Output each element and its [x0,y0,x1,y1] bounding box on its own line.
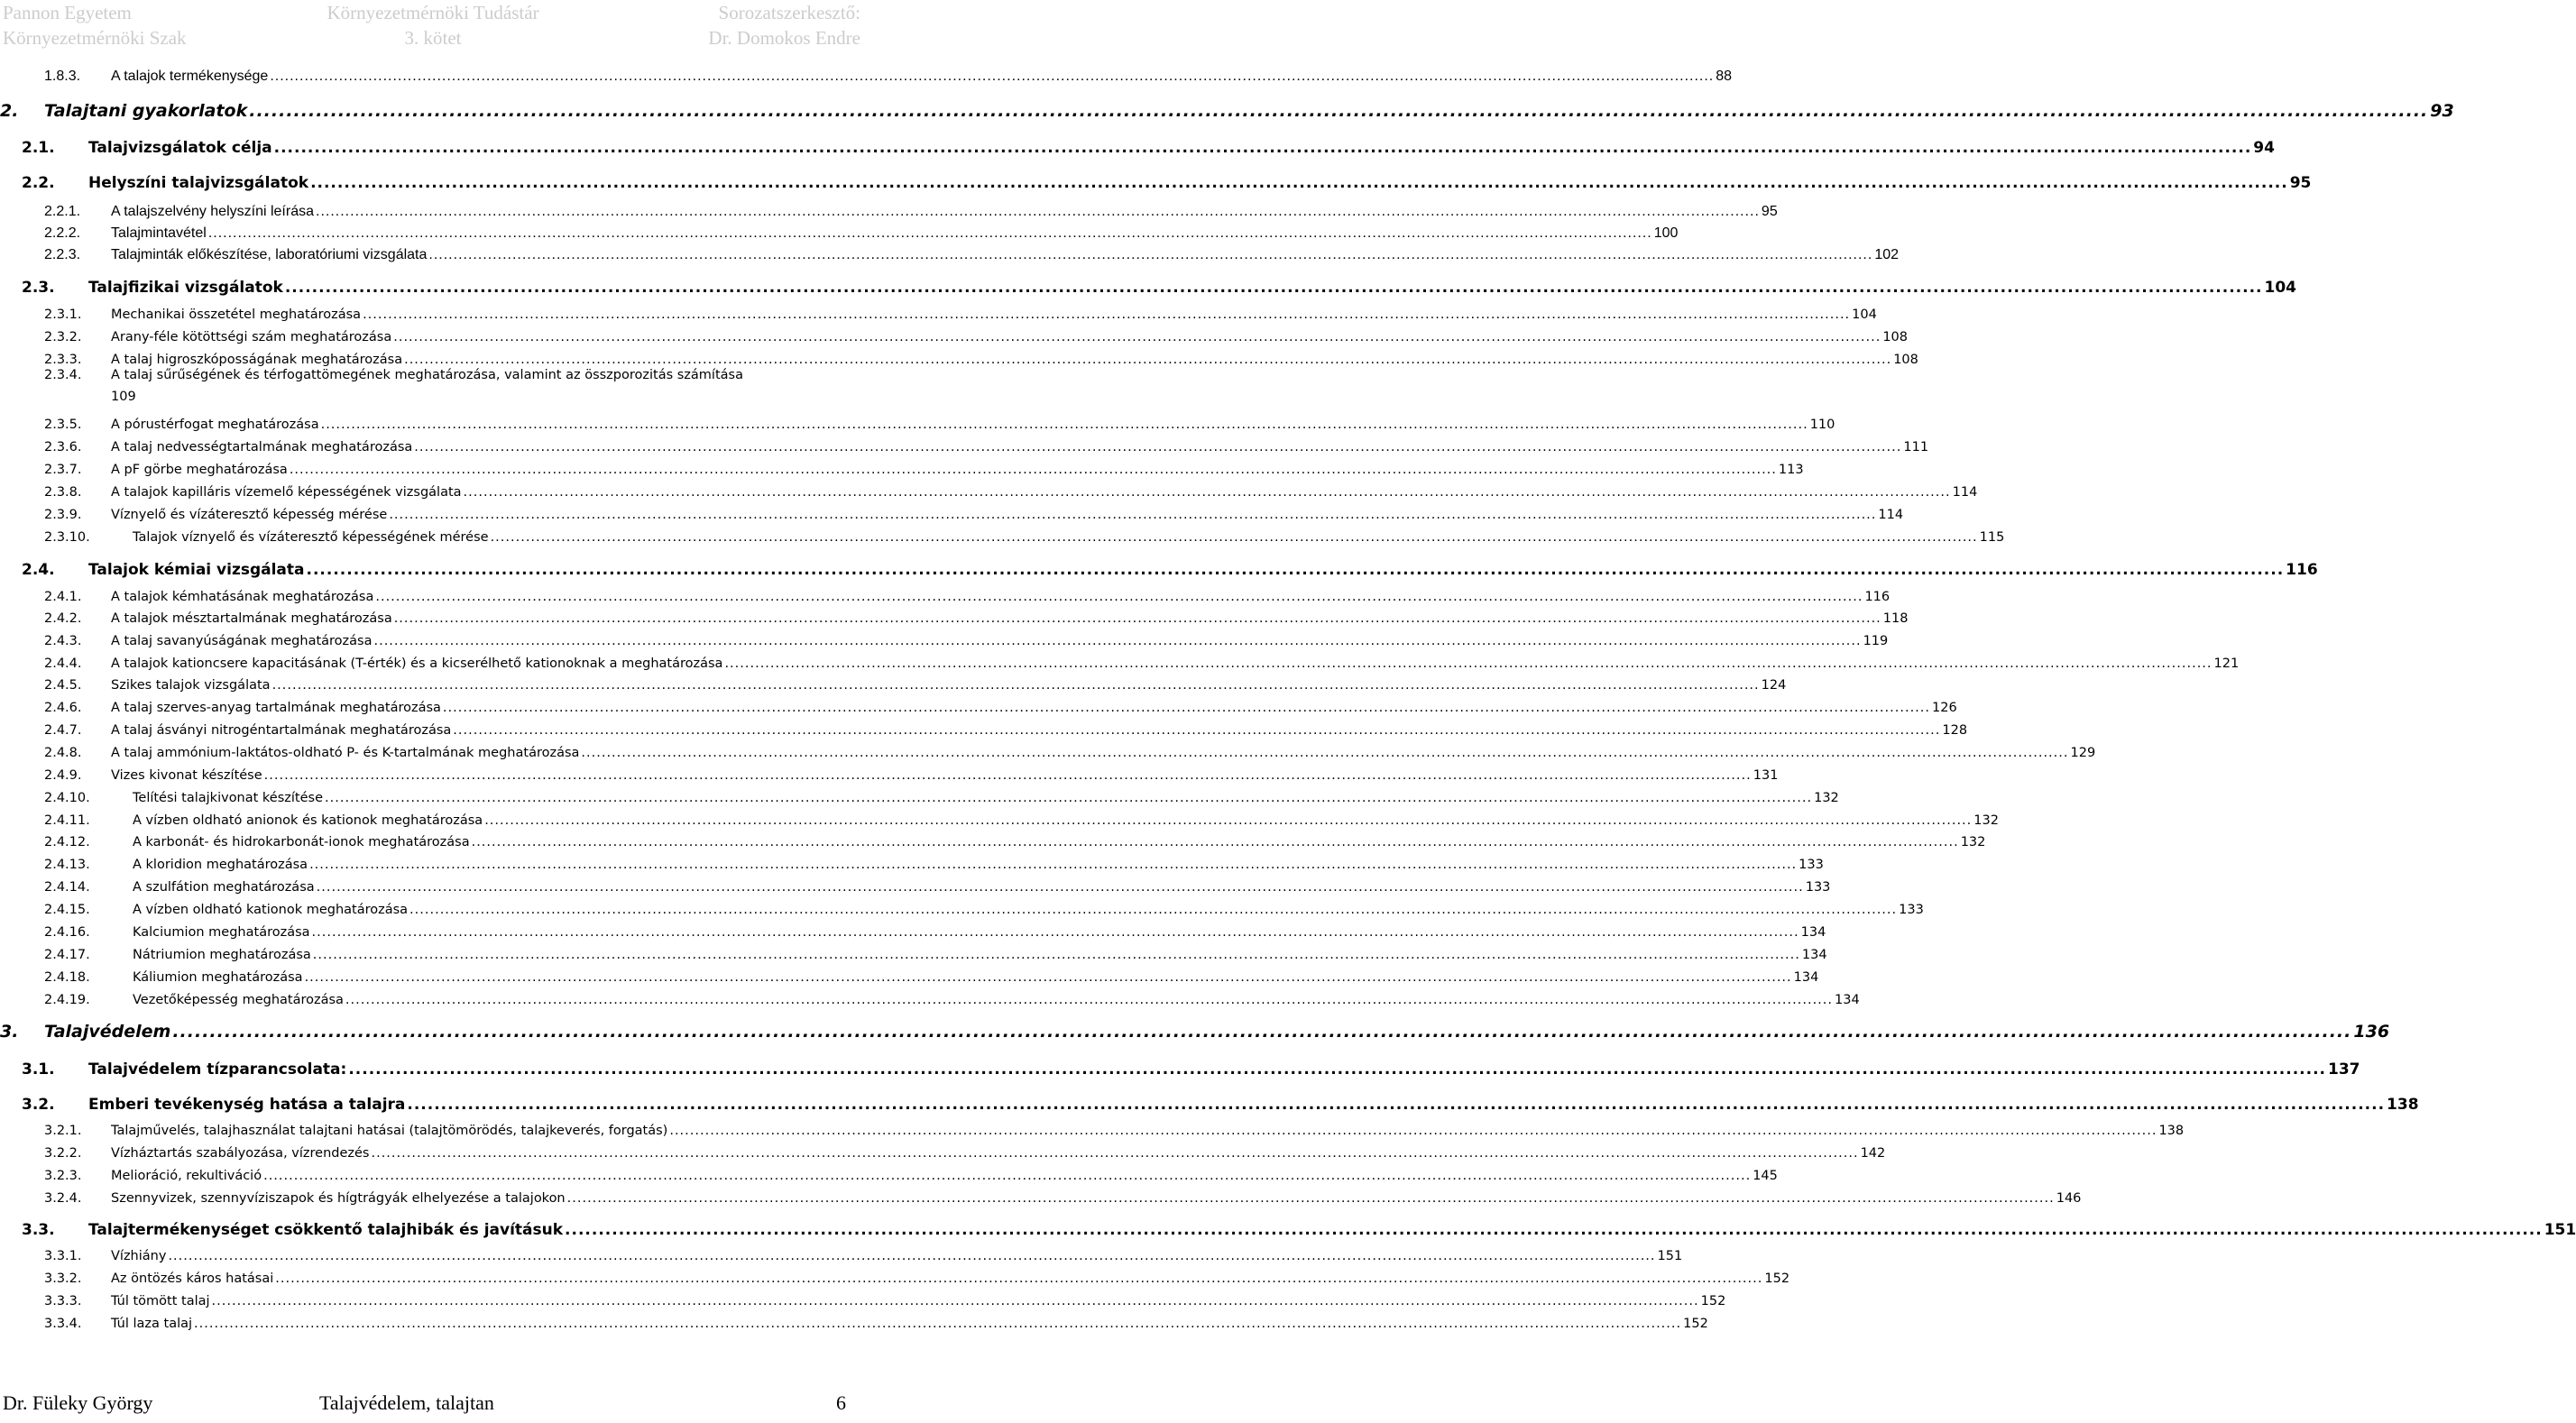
toc-entry[interactable] [44,739,2096,760]
toc-entry-number: 3.3.4. [44,1317,82,1331]
toc-entry[interactable] [44,716,1968,738]
toc-entry[interactable] [44,1242,1683,1263]
toc-entry-title: A talaj nedvességtartalmának meghatározása [111,440,413,454]
toc-entry-leader [316,204,1760,220]
toc-entry-number: 2.2.1. [44,204,81,219]
toc-entry-leader [581,746,2068,760]
toc-entry-page: 88 [1716,69,1733,84]
toc-entry-title: A talaj higroszkóposságának meghatározása [111,353,403,367]
toc-entry-number: 3. [0,1022,19,1042]
toc-entry-title: A talajok kémhatásának meghatározása [111,590,374,604]
toc-entry-leader [309,858,1797,872]
toc-entry[interactable] [44,1161,1778,1183]
header-middle-line2: 3. kötet [404,27,462,49]
toc-entry-leader [172,1022,2351,1042]
toc-entry-title: Káliumion meghatározása [133,970,303,985]
toc-entry-page: 121 [2213,656,2240,671]
toc-entry-number: 2.4.14. [44,880,90,895]
toc-entry-number: 2.4.4. [44,656,82,671]
toc-entry-number: 2.3.3. [44,353,82,367]
toc-entry-leader [414,440,1901,454]
toc-entry-page: 151 [1657,1249,1683,1263]
toc-entry-title: A talaj ammónium-laktátos-oldható P- és K-tartalmának meghatározása [111,746,580,760]
toc-entry-page: 115 [1979,530,2005,545]
toc-entry[interactable] [44,455,1804,477]
toc-entry-page: 124 [1761,678,1787,693]
toc-entry-title: Vízhiány [111,1249,167,1263]
toc-entry-leader [263,1169,1751,1183]
toc-entry-number: 3.3.1. [44,1249,82,1263]
toc-entry-title: Talajművelés, talajhasználat talajtani hatásai (talajtömörödés, talajkeverés, forgatás) [111,1124,668,1138]
toc-entry-number: 2.4.6. [44,701,82,715]
toc-entry-number: 2.4.9. [44,768,82,783]
toc-entry-page: 152 [1764,1272,1790,1286]
toc-entry-leader [375,590,1863,604]
toc-entry-number: 2.4.7. [44,723,82,738]
toc-entry-page: 104 [1852,308,1877,322]
toc-entry[interactable] [44,895,1924,917]
toc-entry[interactable] [44,300,1877,322]
toc-entry[interactable] [44,761,1779,783]
toc-entry-leader [363,308,1850,322]
toc-entry-number: 2.3. [22,279,55,297]
toc-entry[interactable] [44,1287,1726,1308]
toc-entry[interactable] [22,557,2318,579]
toc-entry-leader [404,353,1891,367]
toc-entry[interactable] [22,275,2296,297]
toc-entry-leader [389,508,1876,522]
toc-entry-title: A pórustérfogat meghatározása [111,418,319,432]
toc-entry-title: Arany-féle kötöttségi szám meghatározása [111,330,392,344]
toc-entry-title: Talajtani gyakorlatok [44,101,248,121]
toc-entry-leader [428,247,1872,263]
toc-entry-number: 2.4.8. [44,746,82,760]
toc-entry-leader [194,1317,1681,1331]
toc-entry-leader [443,701,1930,715]
toc-entry-title: Emberi tevékenység hatása a talajra [88,1096,406,1114]
toc-entry-page: 131 [1753,768,1779,783]
toc-entry[interactable] [44,1139,1886,1161]
toc-entry-leader [274,139,2252,157]
toc-entry-leader [565,1221,2543,1239]
toc-entry-leader [453,723,1940,738]
toc-entry-title: Talajvédelem [44,1022,171,1042]
toc-entry-page: 138 [2158,1124,2185,1138]
toc-entry[interactable] [44,63,1733,85]
header-left-line2: Környezetmérnöki Szak [3,27,187,49]
toc-entry-number: 2. [0,101,19,121]
toc-entry-title: Helyszíni talajvizsgálatok [88,174,309,192]
toc-entry-leader [472,835,1959,849]
toc-entry-title: Vezetőképesség meghatározása [133,993,344,1007]
toc-entry[interactable] [44,806,1999,828]
toc-entry-number: 2.4.1. [44,590,82,604]
toc-entry[interactable] [44,986,1860,1007]
toc-entry[interactable] [44,220,1679,242]
toc-entry[interactable] [44,649,2240,671]
toc-entry-leader [272,678,1760,693]
toc-entry-number: 3.1. [22,1060,55,1079]
toc-entry-leader [407,1096,2385,1114]
toc-entry-title: Szikes talajok vizsgálata [111,678,271,693]
toc-entry-number: 2.3.9. [44,508,82,522]
toc-entry-leader [270,69,1714,85]
toc-entry-number: 2.4.18. [44,970,90,985]
toc-entry[interactable] [0,99,2454,121]
toc-entry-number: 3.3.3. [44,1294,82,1308]
toc-entry-leader [264,768,1752,783]
toc-entry-leader [484,813,1972,828]
header-middle-line1: Környezetmérnöki Tudástár [327,2,539,23]
toc-entry-leader [348,1060,2326,1079]
toc-entry[interactable] [44,323,1909,344]
toc-entry-page: 111 [1903,440,1929,454]
toc-entry-title: Talajvizsgálatok célja [88,139,272,157]
toc-entry-leader [394,611,1881,626]
toc-entry-number: 2.4.2. [44,611,82,626]
toc-entry[interactable] [44,1116,2185,1138]
toc-entry-page: 119 [1863,634,1889,648]
toc-entry-page: 151 [2544,1221,2576,1239]
toc-entry-leader [305,970,1792,985]
header-left-line1: Pannon Egyetem [3,2,132,23]
toc-entry-leader [393,330,1881,344]
toc-entry[interactable] [44,433,1929,454]
toc-entry-title: Melioráció, rekultiváció [111,1169,262,1183]
toc-entry-page: 133 [1805,880,1831,895]
toc-entry[interactable] [44,850,1824,872]
toc-entry[interactable] [22,135,2275,157]
toc-entry-page: 134 [1800,925,1826,940]
toc-entry-page: 137 [2327,1060,2360,1079]
toc-entry-title: Talajtermékenységet csökkentő talajhibák és javításuk [88,1221,564,1239]
header-right-line1: Sorozatszerkesztő: [718,2,860,23]
toc-entry-number: 2.3.2. [44,330,82,344]
toc-entry-page: 146 [2056,1191,2082,1206]
toc-entry-page: 133 [1899,903,1924,917]
toc-entry[interactable] [44,198,1778,220]
toc-entry-page: 132 [1960,835,1986,849]
toc-entry-leader [464,485,1951,500]
toc-entry-leader [307,561,2285,579]
toc-entry-leader [371,1146,1858,1161]
toc-entry-title: A vízben oldható anionok és kationok meghatározása [133,813,483,828]
toc-entry-page: 95 [1761,204,1778,219]
toc-entry-leader [249,101,2428,121]
toc-entry-number: 2.3.6. [44,440,82,454]
toc-entry-page: 145 [1753,1169,1778,1183]
toc-entry-number: 2.4.13. [44,858,90,872]
toc-entry-page: 136 [2353,1022,2390,1042]
toc-entry-number: 2.4.16. [44,925,90,940]
toc-entry-page: 109 [111,390,136,404]
toc-entry-title: A pF görbe meghatározása [111,463,288,477]
toc-entry-leader [290,463,1777,477]
toc-entry-number: 3.2.3. [44,1169,82,1183]
toc-entry[interactable] [44,500,1904,522]
toc-entry[interactable] [44,693,1957,715]
toc-entry[interactable] [44,963,1819,985]
toc-entry-leader [310,174,2288,192]
toc-entry-page: 128 [1942,723,1968,738]
toc-entry-leader [567,1191,2055,1206]
toc-entry[interactable] [44,1264,1790,1286]
toc-entry-title: Vizes kivonat készítése [111,768,262,783]
toc-entry-number: 2.4.10. [44,791,90,805]
toc-entry-page: 126 [1932,701,1957,715]
toc-entry[interactable] [44,828,1986,849]
toc-entry-number: 2.3.8. [44,485,82,500]
page-footer [0,1389,866,1423]
toc-entry-title: A kloridion meghatározása [133,858,308,872]
toc-entry-page: 94 [2253,139,2275,157]
toc-entry-number: 3.3. [22,1221,55,1239]
toc-entry-title: Víznyelő és vízáteresztő képesség mérése [111,508,388,522]
page-header [0,0,866,49]
toc-entry-title: A talajok termékenysége [111,69,269,84]
toc-entry-number: 2.3.4. [44,368,82,382]
toc-entry-leader [724,656,2212,671]
toc-entry[interactable] [44,918,1826,940]
toc-entry-number: 2.2.3. [44,247,81,262]
toc-entry-page: 104 [2264,279,2296,297]
toc-entry-page: 133 [1799,858,1824,872]
toc-entry[interactable] [44,941,1827,962]
header-right-line2: Dr. Domokos Endre [708,27,860,49]
toc-entry-number: 1.8.3. [44,69,81,84]
toc-entry[interactable] [44,873,1831,895]
toc-entry-page: 114 [1878,508,1904,522]
toc-entry-number: 3.2.4. [44,1191,82,1206]
toc-entry-title: A talajok kapilláris vízemelő képességének vizsgálata [111,485,462,500]
toc-entry-title: Talajfizikai vizsgálatok [88,279,283,297]
toc-entry-leader [669,1124,2157,1138]
toc-entry-page: 95 [2289,174,2312,192]
toc-entry[interactable] [22,1057,2360,1079]
toc-entry[interactable] [44,410,1835,432]
toc-entry-page: 132 [1814,791,1839,805]
toc-entry-title: Nátriumion meghatározása [133,948,311,962]
toc-entry-page: 134 [1801,948,1827,962]
toc-entry-leader [321,418,1808,432]
toc-entry-leader [317,880,1804,895]
toc-entry-title: A talaj ásványi nitrogéntartalmának meghatározása [111,723,452,738]
toc-entry-title: Szennyvizek, szennyvíziszapok és hígtrágyák elhelyezése a talajokon [111,1191,566,1206]
toc-entry[interactable] [22,170,2312,192]
toc-entry[interactable] [44,604,1909,626]
toc-entry-title: A talajok mésztartalmának meghatározása [111,611,392,626]
toc-entry-page: 108 [1882,330,1909,344]
toc-entry-title: Telítési talajkivonat készítése [133,791,324,805]
toc-entry-number: 2.3.1. [44,308,82,322]
toc-entry[interactable] [44,242,1900,263]
toc-entry-page: 134 [1793,970,1819,985]
toc-entry-title: Talajminták előkészítése, laboratóriumi vizsgálata [111,247,428,262]
toc-entry-leader [345,993,1833,1007]
toc-entry-title: A talaj szerves-anyag tartalmának meghatározása [111,701,441,715]
toc-entry[interactable] [44,671,1787,693]
toc-entry-number: 2.4.3. [44,634,82,648]
toc-entry[interactable] [44,1309,1708,1331]
toc-entry-title: Talajok víznyelő és vízáteresztő képességének mérése [133,530,489,545]
footer-title: Talajvédelem, talajtan [319,1391,494,1414]
toc-entry-title: Mechanikai összetétel meghatározása [111,308,362,322]
toc-entry-page: 152 [1700,1294,1726,1308]
toc-entry[interactable] [22,1092,2419,1114]
toc-entry-title: Talajok kémiai vizsgálata [88,561,305,579]
toc-entry[interactable] [22,1217,2576,1239]
toc-entry-page: 113 [1778,463,1804,477]
toc-entry-title: Talajvédelem tízparancsolata: [88,1060,347,1079]
toc-entry-leader [285,279,2263,297]
toc-entry-leader [275,1272,1762,1286]
toc-entry-leader [212,1294,1699,1308]
toc-entry-title: Talajmintavétel [111,225,207,241]
toc-entry-title: A talaj savanyúságának meghatározása [111,634,373,648]
toc-entry-title: Kalciumion meghatározása [133,925,310,940]
toc-entry-number: 2.3.5. [44,418,82,432]
toc-entry-leader [313,948,1800,962]
toc-entry[interactable] [44,368,844,411]
toc-entry-page: 132 [1973,813,1999,828]
toc-entry-title: Túl tömött talaj [111,1294,210,1308]
toc-entry-number: 2.4.19. [44,993,90,1007]
toc-entry-title: A vízben oldható kationok meghatározása [133,903,409,917]
toc-entry-page: 114 [1952,485,1978,500]
toc-entry-number: 2.4.15. [44,903,90,917]
toc-entry-number: 2.1. [22,139,55,157]
toc-entry-leader [325,791,1812,805]
toc-entry-number: 2.3.7. [44,463,82,477]
toc-entry-page: 138 [2387,1096,2419,1114]
toc-entry-page: 108 [1893,353,1918,367]
toc-entry-number: 3.2.1. [44,1124,82,1138]
footer-author: Dr. Füleky György [3,1391,153,1414]
toc-entry[interactable] [44,784,1839,805]
footer-page-number: 6 [836,1391,846,1414]
toc-entry-number: 2.4.12. [44,835,90,849]
toc-entry-number: 3.3.2. [44,1272,82,1286]
toc-entry-page: 102 [1874,247,1900,262]
toc-entry-number: 2.4.11. [44,813,90,828]
toc-entry-title: A talajok kationcsere kapacitásának (T-érték) és a kicserélhető kationoknak a meghatározása [111,656,723,671]
toc-entry-number: 3.2.2. [44,1146,82,1161]
toc-entry[interactable] [44,345,1918,367]
toc-entry[interactable] [44,523,2005,545]
toc-entry-title: A szulfátion meghatározása [133,880,315,895]
toc-entry-page: 110 [1809,418,1835,432]
toc-entry-page: 129 [2070,746,2096,760]
toc-entry-number: 2.4. [22,561,55,579]
toc-entry[interactable] [44,478,1978,500]
toc-entry-leader [491,530,1978,545]
toc-entry[interactable] [44,583,1891,604]
toc-entry-number: 2.4.17. [44,948,90,962]
toc-entry[interactable] [0,1020,2390,1042]
toc-entry[interactable] [44,627,1889,648]
toc-entry-page: 116 [1864,590,1891,604]
toc-entry-page: 134 [1835,993,1860,1007]
toc-entry-number: 3.2. [22,1096,55,1114]
toc-entry-leader [168,1249,1655,1263]
toc-entry-number: 2.3.10. [44,530,90,545]
toc-entry-leader [373,634,1861,648]
toc-entry-leader [312,925,1799,940]
toc-entry-leader [409,903,1897,917]
toc-entry-title: A talajszelvény helyszíni leírása [111,204,314,219]
toc-entry-title: Az öntözés káros hatásai [111,1272,274,1286]
toc-entry-number: 2.2.2. [44,225,81,241]
toc-entry-page: 93 [2430,101,2454,121]
toc-entry-title: A karbonát- és hidrokarbonát-ionok meghatározása [133,835,470,849]
toc-entry-title: A talaj sűrűségének és térfogattömegének meghatározása, valamint az összporozitás számítása [111,368,743,382]
toc-entry-number: 2.2. [22,174,55,192]
toc-entry-page: 100 [1653,225,1679,241]
toc-entry-leader [208,225,1652,242]
toc-entry-page: 152 [1683,1317,1708,1331]
toc-entry-number: 2.4.5. [44,678,82,693]
toc-entry-title: Túl laza talaj [111,1317,193,1331]
toc-entry-page: 116 [2286,561,2318,579]
toc-entry-page: 118 [1882,611,1909,626]
header-right [708,0,860,50]
toc-entry-page: 142 [1860,1146,1886,1161]
toc-entry[interactable] [44,1184,2082,1206]
toc-entry-title: Vízháztartás szabályozása, vízrendezés [111,1146,370,1161]
